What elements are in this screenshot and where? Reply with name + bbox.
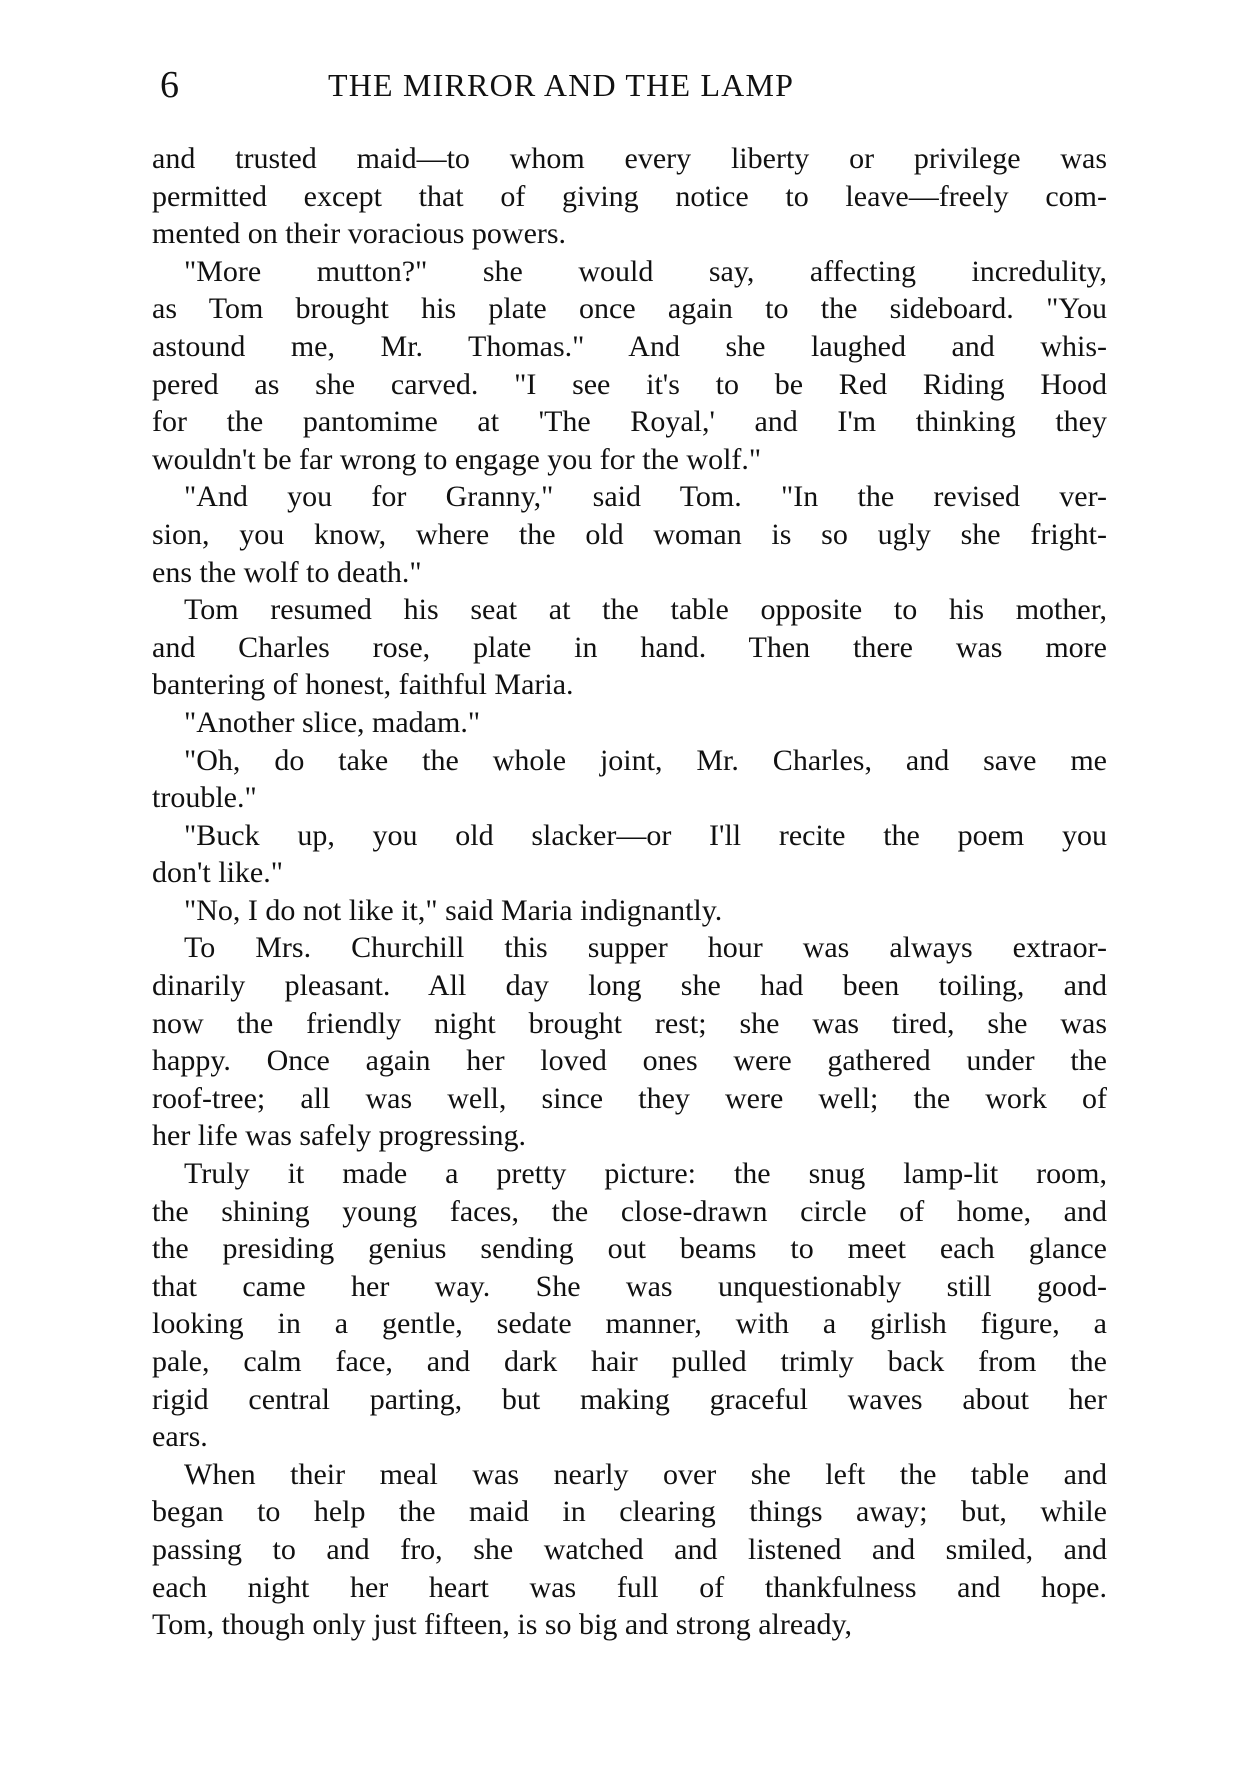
text-line: her life was safely progressing. [152, 1119, 527, 1153]
text-line: now the friendly night brought rest; she was tired, she was [152, 1006, 1107, 1040]
text-line: Truly it made a pretty picture: the snug lamp-lit room, [184, 1157, 1107, 1191]
paragraph [152, 742, 1107, 817]
text-line: When their meal was nearly over she left the table and [184, 1457, 1107, 1491]
paragraph [152, 704, 1107, 742]
text-line: as Tom brought his plate once again to the sideboard. "You [152, 292, 1107, 326]
text-line: pale, calm face, and dark hair pulled trimly back from the [152, 1345, 1107, 1378]
text-line: "Another slice, madam." [184, 705, 481, 739]
paragraph [152, 591, 1107, 704]
text-line: looking in a gentle, sedate manner, with a girlish figure, a [152, 1307, 1107, 1341]
text-line: began to help the maid in clearing things away; but, while [152, 1495, 1107, 1529]
text-line: "And you for Granny," said Tom. "In the revised ver- [184, 480, 1107, 514]
text-line: for the pantomime at 'The Royal,' and I'm thinking they [152, 405, 1107, 439]
text-line: passing to and fro, she watched and listened and smiled, and [152, 1532, 1107, 1566]
text-line: the shining young faces, the close-drawn circle of home, and [152, 1194, 1107, 1228]
paragraph [152, 1155, 1107, 1456]
text-line: pered as she carved. "I see it's to be Red Riding Hood [152, 367, 1107, 401]
text-line: Tom resumed his seat at the table opposite to his mother, [184, 593, 1107, 627]
text-line: mented on their voracious powers. [152, 217, 567, 251]
paragraph [152, 253, 1107, 479]
text-line: don't like." [152, 856, 283, 890]
text-line: ears. [152, 1420, 208, 1454]
page-number: 6 [160, 64, 179, 106]
text-line: and Charles rose, plate in hand. Then there was more [152, 630, 1107, 664]
text-line: "Buck up, you old slacker—or I'll recite the poem you [184, 818, 1107, 852]
text-line: that came her way. She was unquestionably still good- [152, 1269, 1107, 1303]
text-line: Tom, though only just fifteen, is so big and strong already, [152, 1608, 853, 1642]
paragraph [152, 1456, 1107, 1644]
text-line: dinarily pleasant. All day long she had been toiling, and [152, 969, 1107, 1003]
text-line: wouldn't be far wrong to engage you for the wolf." [152, 442, 762, 476]
running-title: THE MIRROR AND THE LAMP [328, 67, 795, 103]
paragraph [152, 892, 1107, 930]
text-line: bantering of honest, faithful Maria. [152, 668, 574, 702]
text-line: and trusted maid—to whom every liberty or privilege was [152, 142, 1107, 175]
paragraph [152, 478, 1107, 591]
paragraph [152, 929, 1107, 1155]
text-line: happy. Once again her loved ones were gathered under the [152, 1044, 1107, 1078]
body-text [152, 140, 1107, 1644]
paragraph [152, 817, 1107, 892]
text-line: the presiding genius sending out beams to meet each glance [152, 1232, 1107, 1266]
text-line: each night her heart was full of thankfulness and hope. [152, 1570, 1107, 1604]
text-line: To Mrs. Churchill this supper hour was always extraor- [184, 931, 1107, 965]
text-line: "Oh, do take the whole joint, Mr. Charles, and save me [184, 743, 1107, 777]
text-line: rigid central parting, but making graceful waves about her [152, 1382, 1107, 1416]
text-line: "No, I do not like it," said Maria indignantly. [184, 893, 723, 927]
text-line: astound me, Mr. Thomas." And she laughed and whis- [152, 329, 1107, 363]
paragraph [152, 140, 1107, 253]
text-line: trouble." [152, 781, 257, 815]
text-line: roof-tree; all was well, since they were well; the work of [152, 1081, 1107, 1115]
text-line: ens the wolf to death." [152, 555, 422, 589]
text-line: "More mutton?" she would say, affecting incredulity, [184, 254, 1107, 288]
text-line: sion, you know, where the old woman is so ugly she fright- [152, 517, 1107, 551]
text-line: permitted except that of giving notice to leave—freely com- [152, 179, 1107, 213]
page-header [160, 60, 1100, 110]
